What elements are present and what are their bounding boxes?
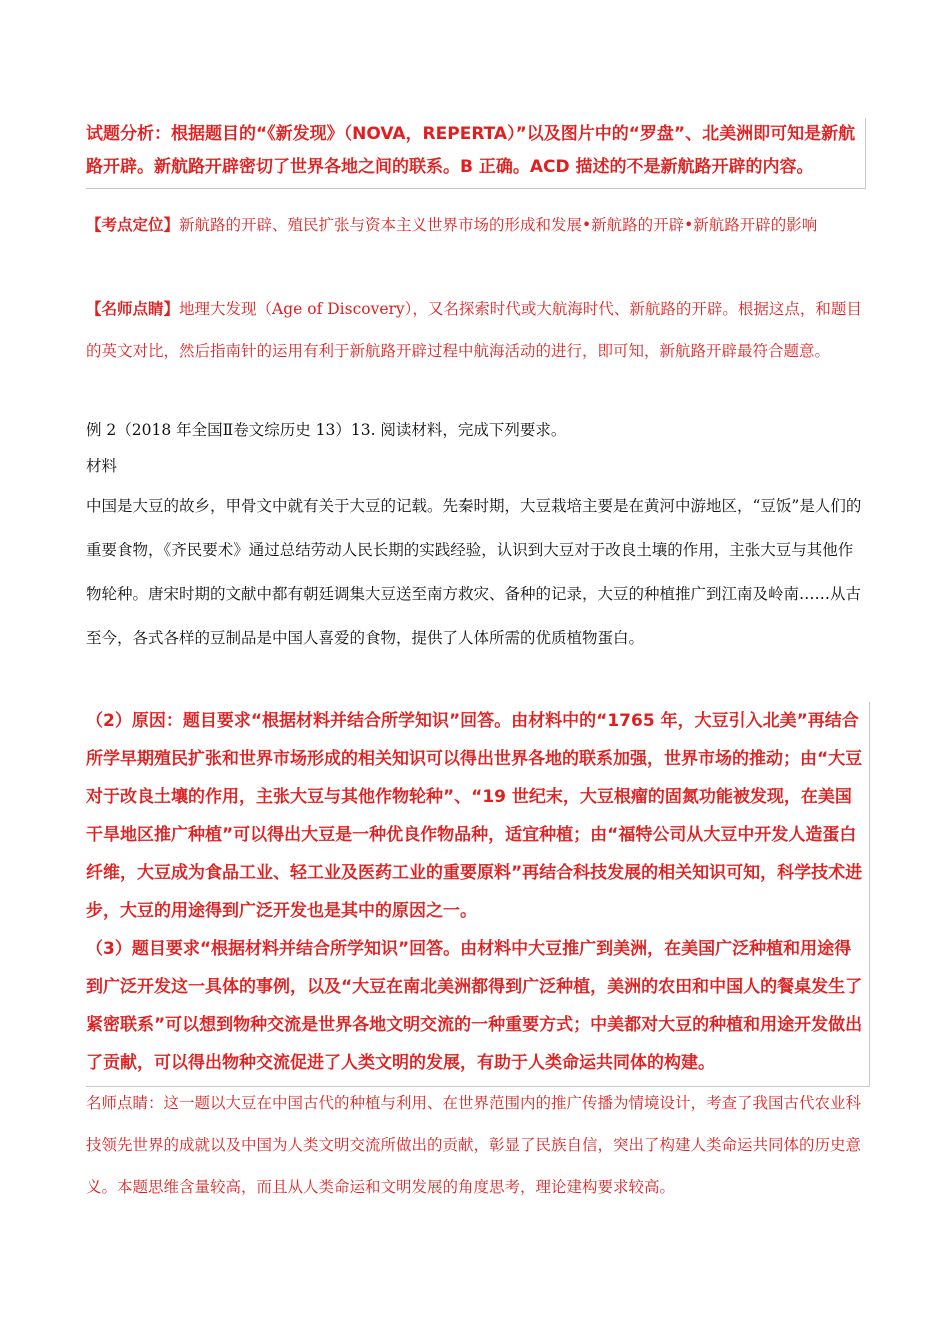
- material-label-text: 材料: [86, 457, 118, 475]
- analysis-box-1: [86, 118, 866, 189]
- example-2-text: 例 2（2018 年全国Ⅱ卷文综历史 13）13. 阅读材料，完成下列要求。: [86, 421, 567, 439]
- analysis-box-2: [86, 702, 870, 1087]
- kaodian-text: 新航路的开辟、殖民扩张与资本主义世界市场的形成和发展•新航路的开辟•新航路开辟的影响: [179, 216, 818, 234]
- example-2-heading: [86, 412, 868, 448]
- mingshi-section-1: [86, 288, 868, 372]
- mingshi-section-2: [86, 1082, 868, 1208]
- kaodian-tag: 【考点定位】: [86, 215, 180, 234]
- material-body-text: 中国是大豆的故乡，甲骨文中就有关于大豆的记载。先秦时期，大豆栽培主要是在黄河中游地区，“豆饭”是人们的重要食物，《齐民要术》通过总结劳动人民长期的实践经验，认识到大豆对于改良土壤的作用，主张大豆与其他作物轮种。唐宋时期的文献中都有朝廷调集大豆送至南方救灾、备种的记录，大豆的种植推广到江南及岭南……从古至今，各式各样的豆制品是中国人喜爱的食物，提供了人体所需的优质植物蛋白。: [86, 497, 862, 647]
- analysis-part-3: （3）题目要求“根据材料并结合所学知识”回答。由材料中大豆推广到美洲，在美国广泛种植和用途得到广泛开发这一具体的事例，以及“大豆在南北美洲都得到广泛种植，美洲的农田和中国人的餐桌发生了紧密联系”可以想到物种交流是世界各地文明交流的一种重要方式；中美都对大豆的种植和用途开发做出了贡献，可以得出物种交流促进了人类文明的发展，有助于人类命运共同体的构建。: [86, 939, 863, 1073]
- analysis-part-2: （2）原因：题目要求“根据材料并结合所学知识”回答。由材料中的“1765 年，大豆引入北美”再结合所学早期殖民扩张和世界市场形成的相关知识可以得出世界各地的联系加强，世界市场的推动；由“大豆对于改良土壤的作用，主张大豆与其他作物轮种”、“19 世纪末，大豆根瘤的固氮功能被发现，在美国干旱地区推广种植”可以得出大豆是一种优良作物品种，适宜种植；由“福特公司从大豆中开发人造蛋白纤维，大豆成为食品工业、轻工业及医药工业的重要原料”再结合科技发展的相关知识可知，科学技术进步，大豆的用途得到广泛开发也是其中的原因之一。: [86, 711, 863, 921]
- kaodian-section: [86, 204, 868, 246]
- analysis-text-1: 试题分析：根据题目的“《新发现》（NOVA，REPERTA）”以及图片中的“罗盘”、北美洲即可知是新航路开辟。新航路开辟密切了世界各地之间的联系。B 正确。ACD 描述的不是新航路开辟的内容。: [86, 124, 856, 177]
- material-label: [86, 448, 868, 484]
- mingshi-text-1: 地理大发现（Age of Discovery），又名探索时代或大航海时代、新航路的开辟。根据这点，和题目的英文对比，然后指南针的运用有利于新航路开辟过程中航海活动的进行，即可知，新航路开辟最符合题意。: [86, 300, 862, 360]
- mingshi-tag-1: 【名师点睛】: [86, 299, 180, 318]
- material-body: [86, 484, 868, 660]
- mingshi-text-2: 名师点睛：这一题以大豆在中国古代的种植与利用、在世界范围内的推广传播为情境设计，考查了我国古代农业科技领先世界的成就以及中国为人类文明交流所做出的贡献，彰显了民族自信，突出了构建人类命运共同体的历史意义。本题思维含量较高，而且从人类命运和文明发展的角度思考，理论建构要求较高。: [86, 1094, 862, 1196]
